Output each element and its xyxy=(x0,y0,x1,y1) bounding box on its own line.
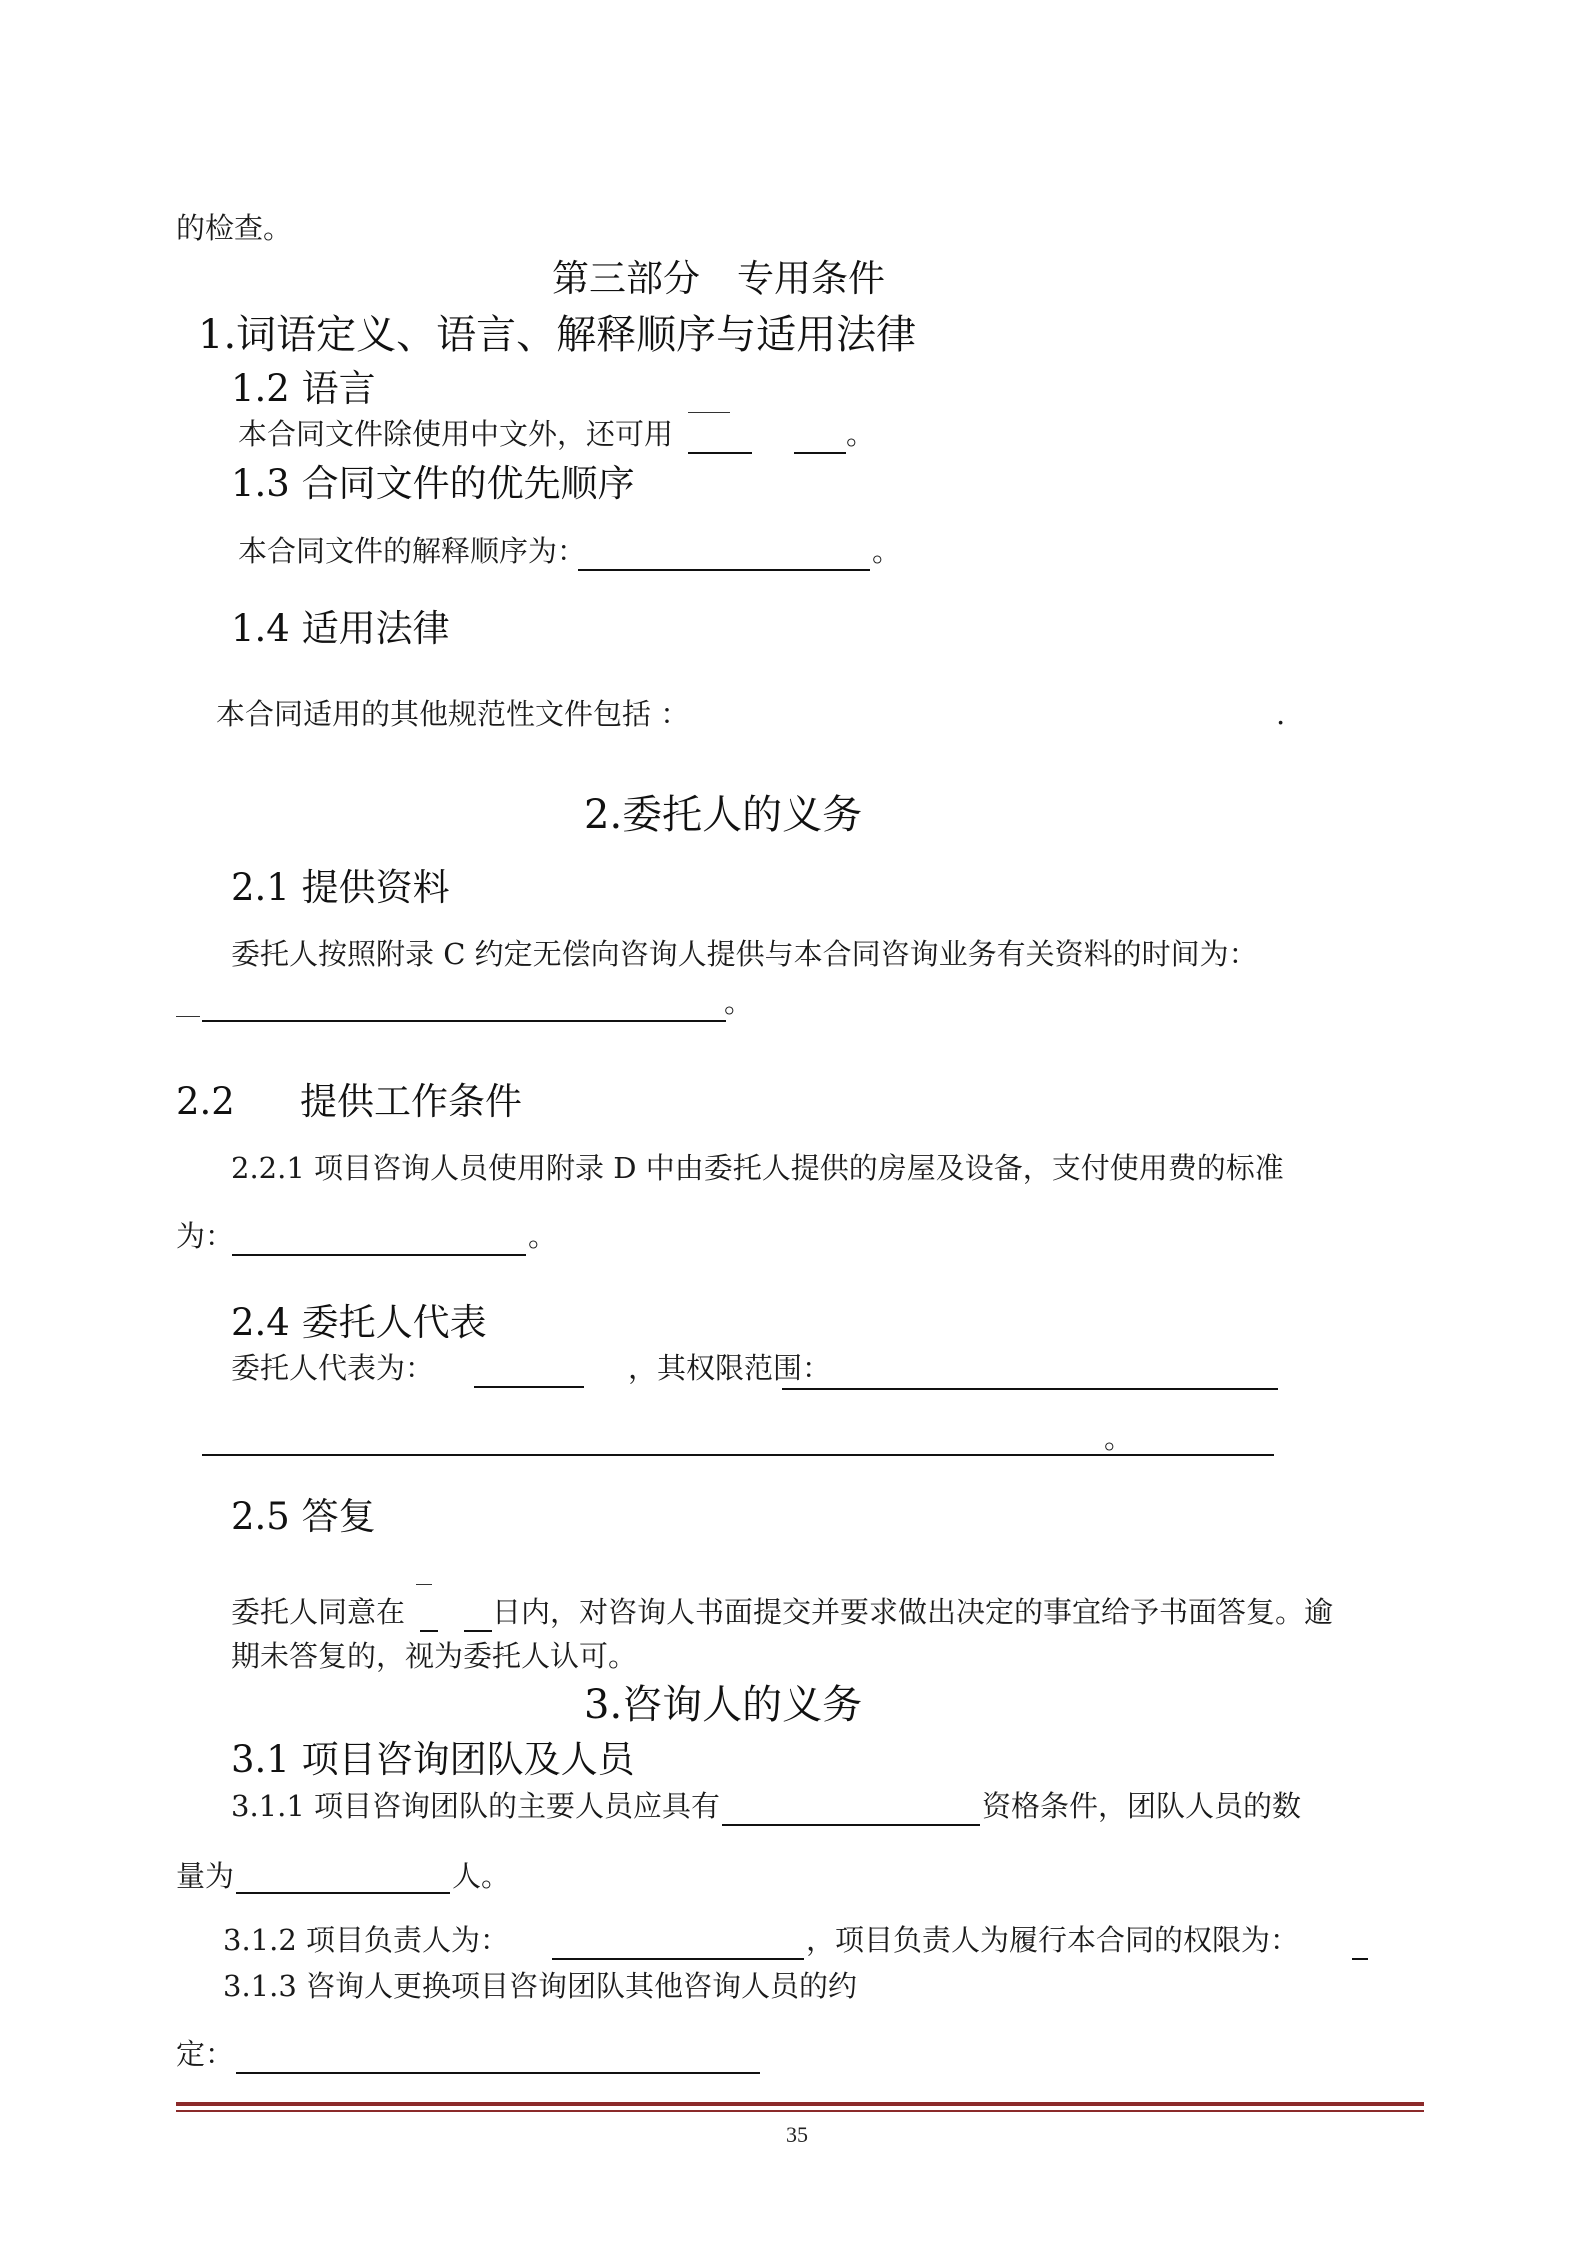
overline-mark xyxy=(688,412,730,413)
section-3-1-3-text: 3.1.3 咨询人更换项目咨询团队其他咨询人员的约 xyxy=(223,1969,858,2003)
section-3-1-1-text-b: 资格条件，团队人员的数 xyxy=(982,1789,1302,1823)
language-blank xyxy=(688,452,752,454)
section-2-4-title: 2.4 委托人代表 xyxy=(231,1301,487,1344)
section-3-1-1-text: 3.1.1 项目咨询团队的主要人员应具有 xyxy=(231,1789,721,1823)
page-number: 35 xyxy=(786,2122,808,2147)
section-2-1-text: 委托人按照附录 C 约定无偿向咨询人提供与本合同咨询业务有关资料的时间为： xyxy=(231,937,1258,971)
section-2-4-scope-label: ，其权限范围： xyxy=(628,1351,832,1385)
section-3-1-2-text-b: ，项目负责人为履行本合同的权限为： xyxy=(806,1923,1300,1957)
footer-rule-thin xyxy=(176,2110,1424,2112)
usage-fee-blank xyxy=(232,1254,526,1256)
dash-mark xyxy=(176,1016,200,1017)
continued-text: 的检查。 xyxy=(176,211,293,245)
section-2-5-text-cont: 期未答复的，视为委托人认可。 xyxy=(231,1639,638,1673)
section-2-2-title: 提供工作条件 xyxy=(300,1080,522,1123)
section-3-title: 3.咨询人的义务 xyxy=(584,1682,863,1728)
authority-blank xyxy=(1352,1958,1368,1960)
period: 。 xyxy=(528,1219,558,1253)
overline-mark xyxy=(416,1584,432,1585)
section-2-5-text-b: 日内，对咨询人书面提交并要求做出决定的事宜给予书面答复。逾 xyxy=(492,1595,1334,1629)
footer-rule xyxy=(176,2102,1424,2106)
authority-scope-blank xyxy=(782,1388,1278,1390)
reply-days-blank xyxy=(420,1630,438,1632)
section-3-1-1-text-cont-b: 人。 xyxy=(452,1859,511,1893)
section-1-title: 1.词语定义、语言、解释顺序与适用法律 xyxy=(198,312,917,358)
section-2-4-text: 委托人代表为： xyxy=(231,1351,435,1385)
section-2-2-1-text-cont: 为： xyxy=(176,1219,235,1253)
section-2-1-title: 2.1 提供资料 xyxy=(231,866,450,909)
interpretation-order-blank xyxy=(578,569,870,571)
section-1-3-text: 本合同文件的解释顺序为： xyxy=(238,534,587,568)
period: 。 xyxy=(724,985,754,1019)
section-1-4-title: 1.4 适用法律 xyxy=(231,607,450,650)
section-2-title: 2.委托人的义务 xyxy=(584,792,863,838)
reply-days-blank-2 xyxy=(464,1630,492,1632)
period: . xyxy=(1276,697,1286,731)
materials-time-blank xyxy=(202,1020,726,1022)
period: 。 xyxy=(1104,1421,1134,1455)
replacement-terms-blank xyxy=(236,2072,760,2074)
section-1-4-text: 本合同适用的其他规范性文件包括 ： xyxy=(216,697,690,731)
section-3-1-2-text: 3.1.2 项目负责人为： xyxy=(223,1923,510,1957)
part-title: 第三部分 专用条件 xyxy=(552,257,885,300)
section-2-5-title: 2.5 答复 xyxy=(231,1495,376,1538)
section-2-2-number: 2.2 xyxy=(176,1080,235,1123)
qualification-blank xyxy=(722,1824,980,1826)
team-size-blank xyxy=(236,1892,450,1894)
project-lead-blank xyxy=(552,1958,804,1960)
section-1-3-title: 1.3 合同文件的优先顺序 xyxy=(231,462,635,505)
language-blank-2 xyxy=(794,452,846,454)
section-3-1-title: 3.1 项目咨询团队及人员 xyxy=(231,1738,635,1781)
section-3-1-3-text-cont: 定： xyxy=(176,2037,235,2071)
period: 。 xyxy=(846,417,876,451)
section-2-5-text: 委托人同意在 xyxy=(231,1595,406,1629)
period: 。 xyxy=(872,534,902,568)
section-1-2-text: 本合同文件除使用中文外，还可用 xyxy=(238,417,674,451)
section-1-2-title: 1.2 语言 xyxy=(231,367,376,410)
section-3-1-1-text-cont: 量为 xyxy=(176,1859,235,1893)
representative-blank xyxy=(474,1386,584,1388)
section-2-2-1-text: 2.2.1 项目咨询人员使用附录 D 中由委托人提供的房屋及设备，支付使用费的标准 xyxy=(231,1151,1284,1185)
